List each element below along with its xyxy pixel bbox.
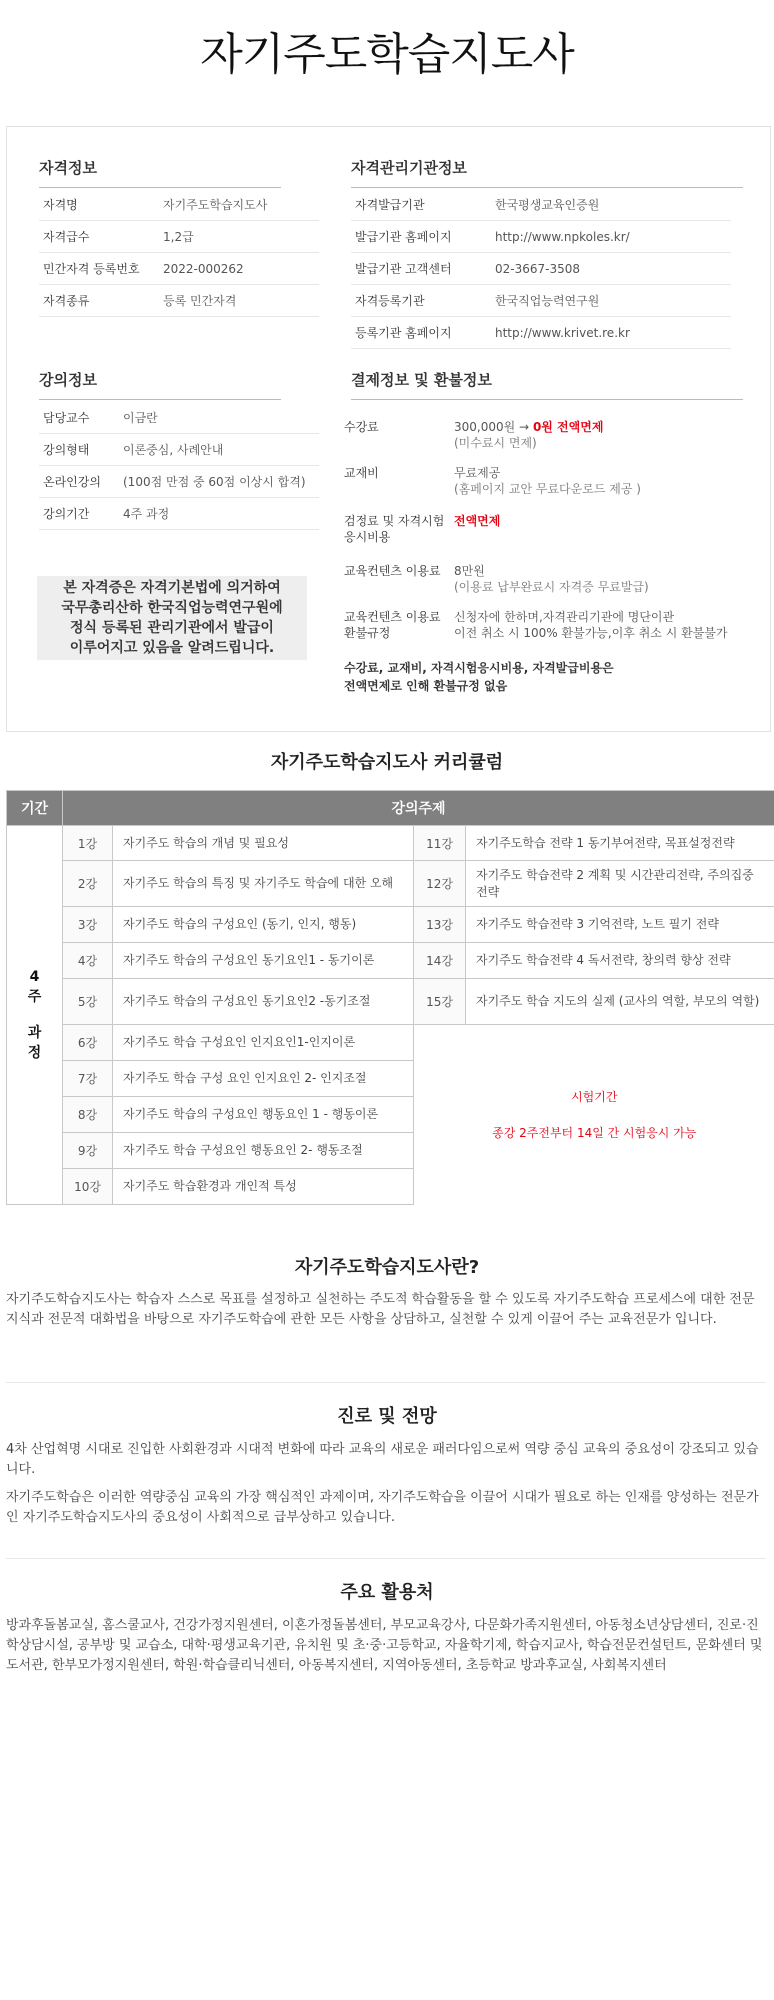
row-key: 자격종류 (43, 294, 90, 308)
row-key: 등록기관 홈페이지 (355, 326, 452, 340)
curriculum-table (6, 790, 774, 1205)
row-value: 이론중심, 사례안내 (123, 443, 224, 457)
fee-key: 수강료 (344, 420, 379, 434)
content-fee-row (344, 563, 749, 595)
fee-sub: (미수료시 면제) (454, 436, 537, 450)
lesson-number: 3강 (63, 907, 113, 943)
notice-box (37, 576, 307, 660)
lesson-number: 4강 (63, 943, 113, 979)
lesson-title: 자기주도 학습 지도의 실제 (교사의 역할, 부모의 역할) (466, 979, 774, 1025)
table-row (7, 907, 774, 943)
row-key: 강의기간 (43, 507, 90, 521)
exam-fee-value: 전액면제 (454, 514, 501, 528)
usage-body: 방과후돌봄교실, 홈스쿨교사, 건강가정지원센터, 이혼가정돌봄센터, 부모교육강사, 다문화가족지원센터, 아동청소년상담센터, 진로·진학상담시설, 공부방 및 교습소, 대학·평생교육기관, 유치원 및 초·중·고등학교, 자율학기제, 학습지교사, 학습전문컨설턴트, 문화센터 및 도서관, 한부모가정지원센터, 학원·학습클리닉센터, 아동복지센터, 지역아동센터, 초등학교 방과후교실, 사회복지센터 (6, 1618, 763, 1673)
qual-row (39, 253, 319, 285)
lesson-title: 자기주도 학습의 구성요인 행동요인 1 - 행동이론 (113, 1097, 414, 1133)
lesson-number: 14강 (414, 943, 466, 979)
refund-value: 신청자에 한하며,자격관리기관에 명단이관 (454, 610, 675, 624)
qual-info-title: 자격정보 (39, 157, 281, 188)
org-row (351, 317, 731, 349)
notice-line: 이루어지고 있음을 알려드립니다. (69, 640, 275, 656)
subject-header: 강의주제 (63, 791, 774, 826)
fee-price: 300,000원 (454, 420, 516, 434)
homepage-link[interactable]: http://www.npkoles.kr/ (495, 229, 630, 244)
what-is-title: 자기주도학습지도사란? (294, 1257, 480, 1278)
period-header: 기간 (7, 791, 63, 826)
material-key: 교재비 (344, 466, 379, 480)
row-value: (100점 만점 중 60점 이상시 합격) (123, 475, 306, 489)
curriculum-title: 자기주도학습지도사 커리큘럼 (270, 752, 504, 773)
table-row (7, 943, 774, 979)
exam-period-cell (414, 1025, 774, 1205)
lesson-title: 자기주도 학습 구성요인 인지요인1-인지이론 (113, 1025, 414, 1061)
lesson-number: 9강 (63, 1133, 113, 1169)
refund-key: 교육컨텐츠 이용료 (344, 610, 441, 624)
notice-line: 국무총리산하 한국직업능력연구원에 (61, 600, 283, 616)
refund-footnote (344, 659, 749, 695)
row-value: 등록 민간자격 (163, 294, 237, 308)
lesson-title: 자기주도 학습전략 4 독서전략, 창의력 향상 전략 (466, 943, 774, 979)
lesson-title: 자기주도 학습의 개념 및 필요성 (113, 826, 414, 861)
period-text: 주 (27, 989, 42, 1005)
exam-fee-key: 응시비용 (344, 530, 391, 544)
period-text: 과 (27, 1025, 42, 1041)
lesson-title: 자기주도 학습의 구성요인 동기요인2 -동기조절 (113, 979, 414, 1025)
lecture-row (39, 434, 319, 466)
row-value: 한국직업능력연구원 (495, 294, 600, 308)
material-sub: (홈페이지 교안 무료다운로드 제공 ) (454, 482, 641, 496)
lesson-number: 6강 (63, 1025, 113, 1061)
lesson-title: 자기주도 학습의 구성요인 동기요인1 - 동기이론 (113, 943, 414, 979)
fee-row (344, 419, 749, 451)
row-key: 강의형태 (43, 443, 90, 457)
row-value: 한국평생교육인증원 (495, 198, 600, 212)
lesson-number: 15강 (414, 979, 466, 1025)
lecture-row (39, 402, 319, 434)
lecture-info-title: 강의정보 (39, 369, 281, 400)
lesson-number: 11강 (414, 826, 466, 861)
content-fee-value: 8만원 (454, 564, 485, 578)
payment-info-title: 결제정보 및 환불정보 (351, 369, 743, 400)
content-fee-sub: (이용료 납부완료시 자격증 무료발급) (454, 580, 649, 594)
row-value: 이금란 (123, 411, 158, 425)
org-row (351, 253, 731, 285)
lecture-info-table (39, 402, 319, 530)
arrow-icon: → (519, 420, 530, 434)
table-row (7, 1025, 774, 1061)
lesson-title: 자기주도 학습환경과 개인적 특성 (113, 1169, 414, 1205)
table-header-row (7, 791, 774, 826)
lecture-row (39, 466, 319, 498)
lesson-title: 자기주도 학습전략 3 기억전략, 노트 필기 전략 (466, 907, 774, 943)
period-cell (7, 826, 63, 1205)
row-key: 자격발급기관 (355, 198, 425, 212)
footnote-line: 수강료, 교재비, 자격시험응시비용, 자격발급비용은 (344, 661, 614, 675)
row-key: 자격등록기관 (355, 294, 425, 308)
material-value: 무료제공 (454, 466, 501, 480)
qual-row (39, 221, 319, 253)
exam-fee-row (344, 513, 749, 545)
row-value: 02-3667-3508 (495, 261, 581, 276)
career-body-2: 자기주도학습은 이러한 역량중심 교육의 가장 핵심적인 과제이며, 자기주도학습을 이끌어 시대가 필요로 하는 인재를 양성하는 전문가인 자기주도학습지도사의 중요성이 사회적으로 급부상하고 있습니다. (6, 1490, 759, 1525)
lesson-number: 1강 (63, 826, 113, 861)
period-text: 4 (29, 969, 40, 985)
refund-value: 이전 취소 시 100% 환불가능,이후 취소 시 환불불가 (454, 626, 728, 640)
row-value: 4주 과정 (123, 507, 170, 521)
lesson-number: 7강 (63, 1061, 113, 1097)
exam-desc: 종강 2주전부터 14일 간 시험응시 가능 (492, 1125, 697, 1140)
divider (6, 1558, 766, 1559)
lesson-number: 12강 (414, 861, 466, 907)
row-value: 1,2급 (163, 230, 194, 244)
row-value: 자기주도학습지도사 (163, 198, 268, 212)
material-row (344, 465, 749, 497)
qual-row (39, 189, 319, 221)
page-title: 자기주도학습지도사 (200, 29, 574, 80)
table-row (7, 826, 774, 861)
period-text: 정 (27, 1045, 42, 1061)
table-row (7, 861, 774, 907)
homepage-link[interactable]: http://www.krivet.re.kr (495, 325, 630, 340)
divider (6, 1382, 766, 1383)
lesson-title: 자기주도 학습전략 2 계획 및 시간관리전략, 주의집중 전략 (466, 861, 774, 907)
row-key: 자격급수 (43, 230, 90, 244)
lesson-title: 자기주도 학습의 구성요인 (동기, 인지, 행동) (113, 907, 414, 943)
footnote-line: 전액면제로 인해 환불규정 없음 (344, 679, 508, 693)
info-box (6, 126, 771, 732)
qual-row (39, 285, 319, 317)
content-fee-key: 교육컨텐츠 이용료 (344, 564, 441, 578)
lesson-number: 2강 (63, 861, 113, 907)
lesson-title: 자기주도학습 전략 1 동기부여전략, 목표설정전략 (466, 826, 774, 861)
row-key: 담당교수 (43, 411, 90, 425)
lesson-number: 8강 (63, 1097, 113, 1133)
table-row (7, 979, 774, 1025)
qual-info-table (39, 189, 319, 317)
usage-title: 주요 활용처 (340, 1582, 434, 1603)
row-key: 발급기관 홈페이지 (355, 230, 452, 244)
exam-fee-key: 검정료 및 자격시험 (344, 514, 445, 528)
career-body-1: 4차 산업혁명 시대로 진입한 사회환경과 시대적 변화에 따라 교육의 새로운 패러다임으로써 역량 중심 교육의 중요성이 강조되고 있습니다. (6, 1442, 759, 1477)
org-row (351, 221, 731, 253)
org-info-table (351, 189, 731, 349)
row-key: 온라인강의 (43, 475, 101, 489)
exam-title: 시험기간 (571, 1089, 618, 1104)
lesson-number: 13강 (414, 907, 466, 943)
row-value: 2022-000262 (163, 261, 244, 276)
notice-line: 본 자격증은 자격기본법에 의거하여 (63, 580, 281, 596)
refund-row (344, 609, 749, 641)
lesson-title: 자기주도 학습의 특징 및 자기주도 학습에 대한 오해 (113, 861, 414, 907)
lesson-title: 자기주도 학습 구성 요인 인지요인 2- 인지조절 (113, 1061, 414, 1097)
org-info-title: 자격관리기관정보 (351, 157, 743, 188)
row-key: 민간자격 등록번호 (43, 262, 140, 276)
row-key: 자격명 (43, 198, 78, 212)
row-key: 발급기관 고객센터 (355, 262, 452, 276)
career-title: 진로 및 전망 (337, 1406, 437, 1427)
what-is-body: 자기주도학습지도사는 학습자 스스로 목표를 설정하고 실천하는 주도적 학습활동을 할 수 있도록 자기주도학습 프로세스에 대한 전문지식과 전문적 대화법을 바탕으로 자기주도학습에 관한 모든 사항을 상담하고, 실천할 수 있게 이끌어 주는 교육전문가 입니다. (6, 1292, 755, 1327)
refund-key: 환불규정 (344, 626, 391, 640)
lesson-title: 자기주도 학습 구성요인 행동요인 2- 행동조절 (113, 1133, 414, 1169)
fee-free: 0원 전액면제 (532, 420, 604, 434)
org-row (351, 285, 731, 317)
lesson-number: 5강 (63, 979, 113, 1025)
org-row (351, 189, 731, 221)
lecture-row (39, 498, 319, 530)
notice-line: 정식 등록된 관리기관에서 발급이 (70, 620, 274, 636)
lesson-number: 10강 (63, 1169, 113, 1205)
